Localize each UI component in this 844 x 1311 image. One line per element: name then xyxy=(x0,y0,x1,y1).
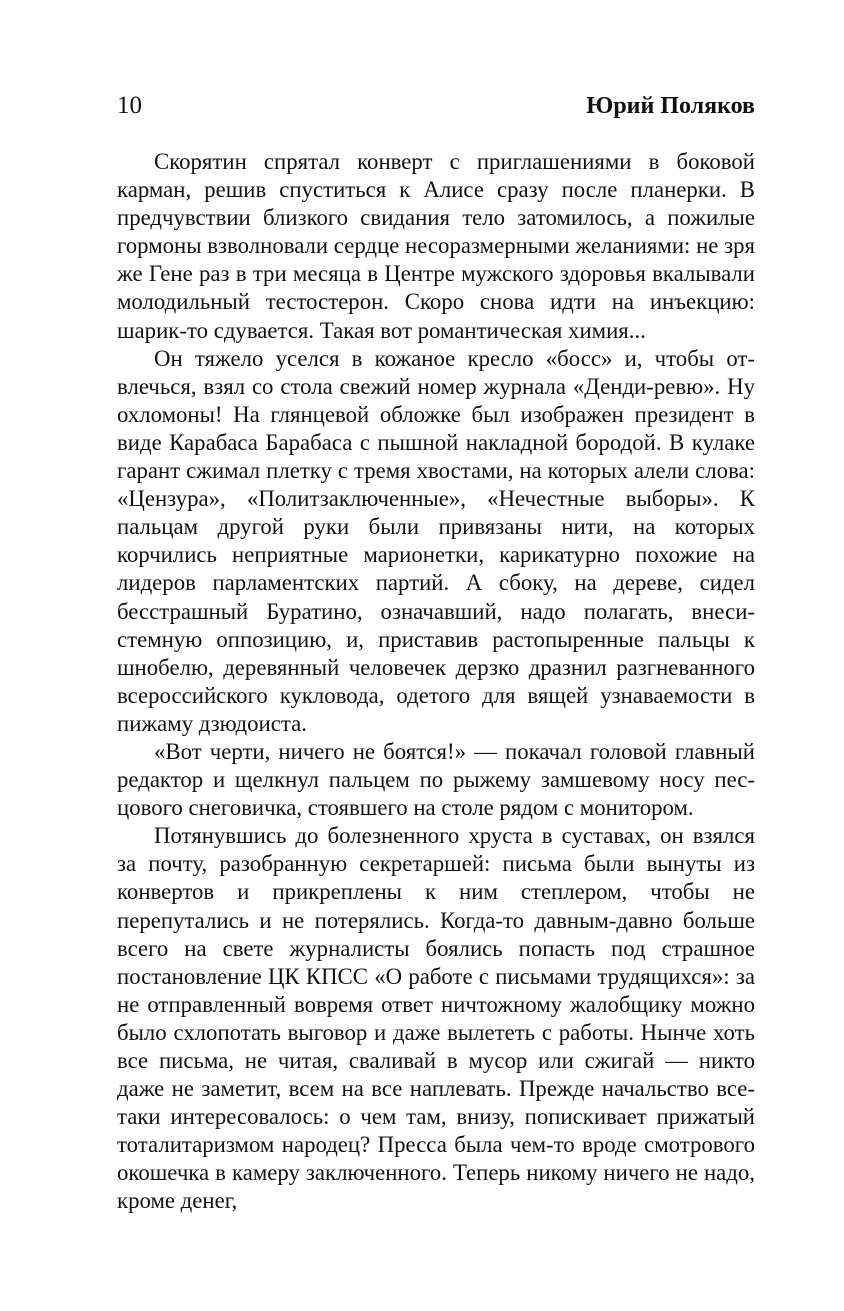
running-title: Юрий Поляков xyxy=(586,93,755,119)
paragraph: Скорятин спрятал конверт с приглашениями в боковой карман, решив спуститься к Алисе сразу после планерки. В предчувствии близкого свидания тело затомилось, а пожилые гормоны взволновали сердце несоразмерными желаниями: не зря же Гене раз в три месяца в Центре мужского здоровья вкалывали молодильный тестостерон. Скоро снова идти на инъекцию: шарик-то сдувается. Такая вот романтическая химия... xyxy=(117,149,755,343)
body-text xyxy=(117,148,755,1216)
paragraph: Потянувшись до болезненного хруста в суставах, он взялся за почту, разобранную секретаршей: письма были вынуты из конвертов и прикреплены к ним степлером, чтобы не перепутались и не потерялись. Когда-то давным-давно больше всего на свете журналисты боялись попасть под страшное постановление ЦК КПСС «О работе с письмами трудящихся»: за не отправленный вовремя ответ ничтожному жалобщику можно было схлопотать выговор и даже вылететь с работы. Нынче хоть все письма, не читая, сваливай в мусор или сжигай — никто даже не заметит, всем на все наплевать. Прежде начальство все-таки интересовалось: о чем там, внизу, попискивает прижатый тоталитаризмом народец? Пресса была чем-то вроде смотрового окошечка в камеру заключенного. Теперь никому ничего не надо, кроме денег, xyxy=(117,823,755,1214)
paragraph: Он тяжело уселся в кожаное кресло «босс» и, чтобы отвлечься, взял со стола свежий номер журнала «Денди-ревю». Ну охломоны! На глянцевой обложке был изображен президент в виде Карабаса Барабаса с пышной накладной бородой. В кулаке гарант сжимал плетку с тремя хвостами, на которых алели слова: «Цензура», «Политзаключенные», «Нечестные выборы». К пальцам другой руки были привязаны нити, на которых корчились неприятные марионетки, карикатурно похожие на лидеров парламентских партий. А сбоку, на дереве, сидел бесстрашный Буратино, означавший, надо полагать, внесистемную оппозицию, и, приставив растопыренные пальцы к шнобелю, деревянный человечек дерзко дразнил разгневанного всероссийского кукловода, одетого для вящей узнаваемости в пижаму дзюдоиста. xyxy=(117,345,755,736)
page-header xyxy=(117,92,755,126)
page-number: 10 xyxy=(117,92,142,119)
paragraph: «Вот черти, ничего не боятся!» — покачал головой главный редактор и щелкнул пальцем по рыжему замшевому носу песцового снеговичка, стоявшего на столе рядом с монитором. xyxy=(117,738,755,821)
